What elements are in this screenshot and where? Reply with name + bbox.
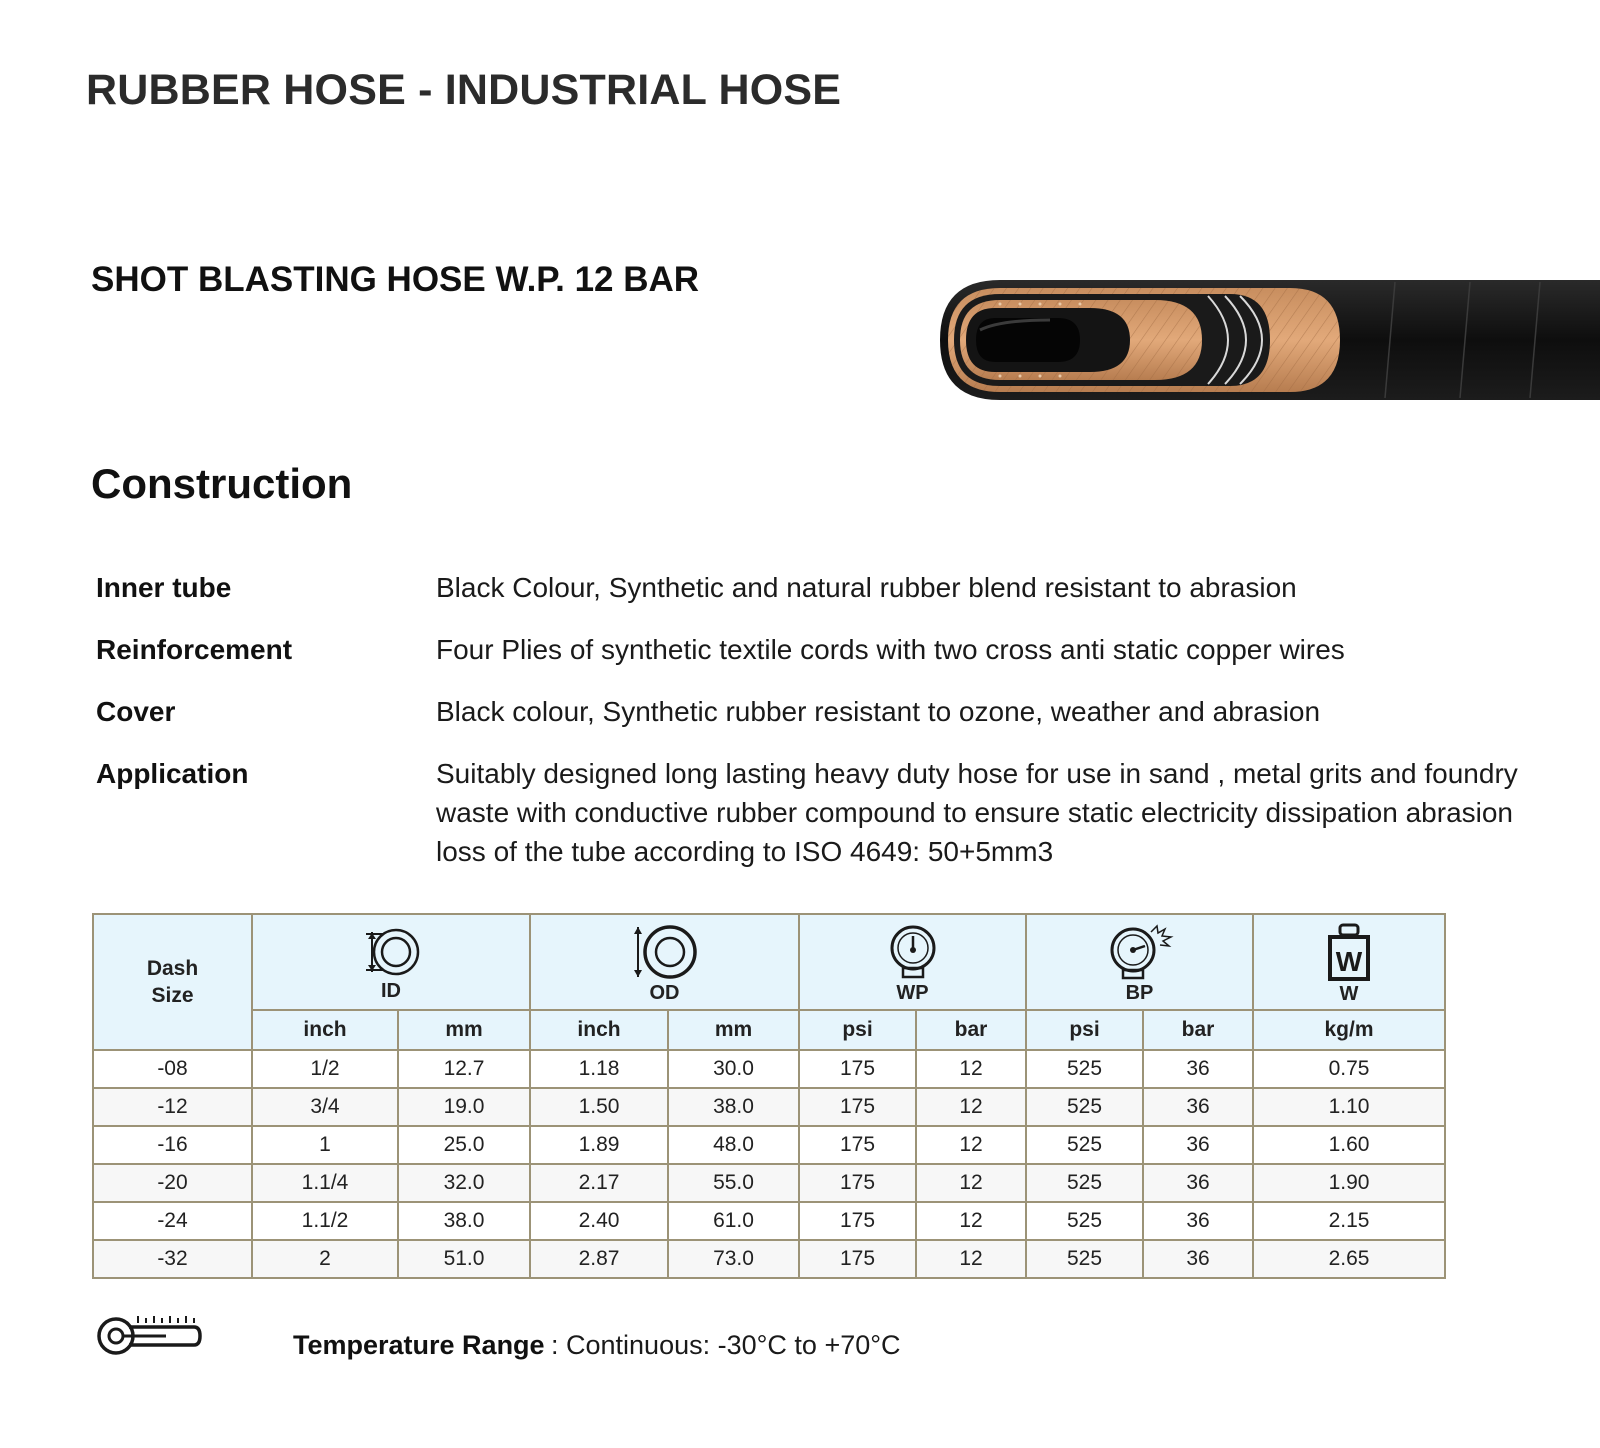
page-title: RUBBER HOSE - INDUSTRIAL HOSE [86, 66, 842, 114]
table-cell: 12 [916, 1088, 1026, 1126]
table-cell: 525 [1026, 1240, 1143, 1278]
table-cell: 36 [1143, 1126, 1253, 1164]
spec-label: Inner tube [96, 572, 232, 603]
w-group-label: W [1339, 982, 1359, 1005]
table-cell: 36 [1143, 1164, 1253, 1202]
table-cell: 36 [1143, 1240, 1253, 1278]
table-cell: 12.7 [398, 1050, 530, 1088]
table-cell: 1.50 [530, 1088, 668, 1126]
unit-header: inch [530, 1010, 668, 1050]
dash-size-header-line1: Dash [146, 957, 199, 980]
table-cell: 19.0 [398, 1088, 530, 1126]
table-cell: 2.17 [530, 1164, 668, 1202]
wp-header [799, 914, 1026, 1010]
hose-cutaway-icon [940, 278, 1600, 408]
table-cell: 32.0 [398, 1164, 530, 1202]
table-cell: 175 [799, 1088, 916, 1126]
table-cell: 48.0 [668, 1126, 799, 1164]
product-title: SHOT BLASTING HOSE W.P. 12 BAR [91, 260, 700, 299]
dash-size-cell: -24 [93, 1202, 252, 1240]
table-cell: 2.40 [530, 1202, 668, 1240]
spec-value: Black colour, Synthetic rubber resistant to ozone, weather and abrasion [436, 696, 1321, 727]
table-cell: 175 [799, 1050, 916, 1088]
table-row [93, 1050, 1445, 1088]
table-cell: 1.89 [530, 1126, 668, 1164]
spec-value: Suitably designed long lasting heavy duty hose for use in sand , metal grits and foundry waste with conductive rubber compound to ensure static electricity dissipation abrasion loss of the tube according to ISO 4649: 50+5mm3 [436, 758, 1518, 867]
table-cell: 1.60 [1253, 1126, 1445, 1164]
spec-label: Reinforcement [96, 634, 293, 665]
table-cell: 55.0 [668, 1164, 799, 1202]
unit-header: mm [668, 1010, 799, 1050]
table-cell: 175 [799, 1202, 916, 1240]
dash-size-header [93, 914, 252, 1050]
spec-value: Black Colour, Synthetic and natural rubber blend resistant to abrasion [436, 572, 1297, 603]
weight-icon-letter: W [1335, 945, 1363, 977]
table-row [93, 1088, 1445, 1126]
table-cell: 175 [799, 1240, 916, 1278]
table-cell: 2.65 [1253, 1240, 1445, 1278]
table-cell: 2 [252, 1240, 398, 1278]
temperature-label: Temperature Range [293, 1330, 545, 1360]
table-cell: 36 [1143, 1088, 1253, 1126]
spec-label: Cover [96, 696, 176, 727]
table-cell: 12 [916, 1202, 1026, 1240]
table-cell: 1.18 [530, 1050, 668, 1088]
dash-size-cell: -12 [93, 1088, 252, 1126]
table-cell: 36 [1143, 1050, 1253, 1088]
table-cell: 38.0 [398, 1202, 530, 1240]
unit-header: bar [916, 1010, 1026, 1050]
unit-header: inch [252, 1010, 398, 1050]
table-cell: 175 [799, 1126, 916, 1164]
table-cell: 2.15 [1253, 1202, 1445, 1240]
outer-diameter-icon [630, 924, 700, 980]
id-header [252, 914, 530, 1010]
table-cell: 1.1/4 [252, 1164, 398, 1202]
table-cell: 30.0 [668, 1050, 799, 1088]
table-cell: 1.1/2 [252, 1202, 398, 1240]
thermometer-icon [96, 1314, 202, 1358]
od-group-label: OD [649, 981, 680, 1004]
table-cell: 12 [916, 1240, 1026, 1278]
table-cell: 1.90 [1253, 1164, 1445, 1202]
table-cell: 3/4 [252, 1088, 398, 1126]
table-cell: 1.10 [1253, 1088, 1445, 1126]
table-cell: 525 [1026, 1202, 1143, 1240]
dash-size-cell: -32 [93, 1240, 252, 1278]
table-cell: 38.0 [668, 1088, 799, 1126]
weight-icon [1324, 923, 1374, 981]
construction-title: Construction [91, 460, 353, 507]
table-cell: 2.87 [530, 1240, 668, 1278]
table-cell: 525 [1026, 1126, 1143, 1164]
table-cell: 525 [1026, 1164, 1143, 1202]
unit-header: psi [1026, 1010, 1143, 1050]
table-cell: 525 [1026, 1050, 1143, 1088]
table-cell: 1 [252, 1126, 398, 1164]
unit-header: mm [398, 1010, 530, 1050]
unit-header: kg/m [1253, 1010, 1445, 1050]
table-cell: 73.0 [668, 1240, 799, 1278]
table-cell: 51.0 [398, 1240, 530, 1278]
table-cell: 12 [916, 1126, 1026, 1164]
wp-group-label: WP [896, 981, 929, 1004]
dash-size-header-line2: Size [151, 984, 194, 1007]
table-cell: 12 [916, 1164, 1026, 1202]
table-cell: 525 [1026, 1088, 1143, 1126]
table-row [93, 1126, 1445, 1164]
temperature-value: : Continuous: -30°C to +70°C [551, 1330, 901, 1360]
bp-header [1026, 914, 1253, 1010]
dash-size-cell: -20 [93, 1164, 252, 1202]
temperature-range [96, 1310, 996, 1370]
dimensions-table [92, 913, 1446, 1279]
unit-header: bar [1143, 1010, 1253, 1050]
od-header [530, 914, 799, 1010]
dash-size-cell: -08 [93, 1050, 252, 1088]
inner-diameter-icon [356, 926, 426, 978]
table-body [93, 1050, 1445, 1278]
table-row [93, 1240, 1445, 1278]
unit-header: psi [799, 1010, 916, 1050]
spec-label: Application [96, 758, 249, 789]
table-cell: 1/2 [252, 1050, 398, 1088]
table-cell: 0.75 [1253, 1050, 1445, 1088]
table-cell: 12 [916, 1050, 1026, 1088]
w-header [1253, 914, 1445, 1010]
table-row [93, 1202, 1445, 1240]
table-cell: 175 [799, 1164, 916, 1202]
bp-group-label: BP [1125, 981, 1154, 1004]
table-cell: 61.0 [668, 1202, 799, 1240]
table-row [93, 1164, 1445, 1202]
id-group-label: ID [381, 979, 401, 1002]
pressure-gauge-icon [885, 924, 941, 980]
burst-gauge-icon [1105, 924, 1175, 980]
table-cell: 25.0 [398, 1126, 530, 1164]
dash-size-cell: -16 [93, 1126, 252, 1164]
table-cell: 36 [1143, 1202, 1253, 1240]
spec-value: Four Plies of synthetic textile cords with two cross anti static copper wires [436, 634, 1345, 665]
